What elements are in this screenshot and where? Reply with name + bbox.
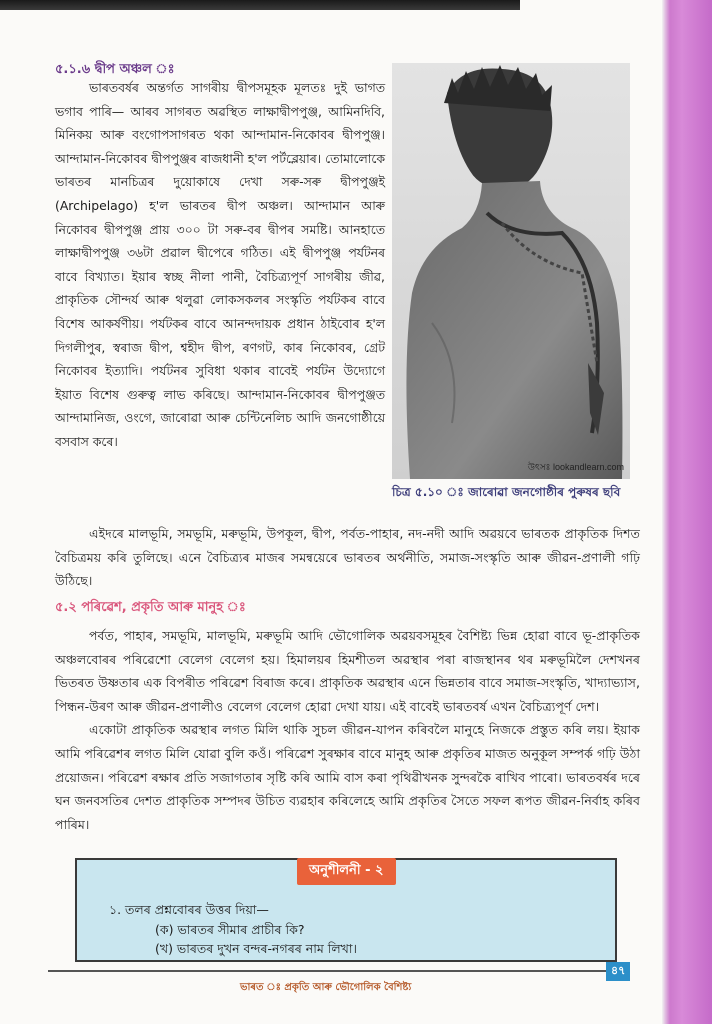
page-number: ৪৭ bbox=[606, 962, 630, 981]
section-heading-environment: ৫.২ পৰিৱেশ, প্ৰকৃতি আৰু মানুহ ঃ bbox=[55, 600, 246, 615]
footer-divider bbox=[48, 970, 608, 972]
paragraph: পৰ্বত, পাহাৰ, সমভূমি, মালভূমি, মৰুভূমি আদি ভৌগোলিক অৱয়বসমূহৰ বৈশিষ্ট্য ভিন্ন হোৱা বাবে ভূ-প্ৰাকৃতিক অঞ্চলবোৰৰ পৰিৱেশো বেলেগ বেলেগ হয়। হিমালয়ৰ হিমশীতল অৱস্থাৰ পৰা ৰাজস্থানৰ থৰ মৰুভূমিলৈ দেশখনৰ ভিতৰত উষ্ণতাৰ এক বিপৰীত পৰিৱেশ বিৰাজ কৰে। প্ৰাকৃতিক অৱস্থাৰ এনে ভিন্নতাৰ বাবে সমাজ-সংস্কৃতি, খাদ্যাভ্যাস, পিন্ধন-উৰণ আৰু জীৱন-প্ৰণালীও বেলেগ বেলেগ হোৱা দেখা যায়। এই বাবেই ভাৰতবৰ্ষ এখন বৈচিত্ৰ্যপূৰ্ণ দেশ। bbox=[55, 628, 640, 714]
exercise-title: অনুশীলনী - ২ bbox=[297, 858, 396, 885]
exercise-subquestion-b: (খ) ভাৰতৰ দুখন বন্দৰ-নগৰৰ নাম লিখা। bbox=[155, 941, 357, 956]
section-heading-island-region: ৫.১.৬ দ্বীপ অঞ্চল ঃ bbox=[55, 62, 175, 77]
exercise-question: ১. তলৰ প্ৰশ্নবোৰৰ উত্তৰ দিয়া— bbox=[109, 902, 269, 917]
exercise-subquestion-a: (ক) ভাৰতৰ সীমাৰ প্ৰাচীৰ কি? bbox=[155, 922, 305, 937]
figure-source: উৎসঃ lookandlearn.com bbox=[527, 462, 624, 472]
photo-illustration bbox=[392, 63, 630, 479]
figure-jarawa-man-photo bbox=[392, 63, 630, 479]
paragraph: এইদৰে মালভূমি, সমভূমি, মৰুভূমি, উপকূল, দ্বীপ, পৰ্বত-পাহাৰ, নদ-নদী আদি অৱয়বে ভাৰতক প্ৰাকৃতিক দিশত বৈচিত্ৰময় কৰি তুলিছে। এনে বৈচিত্ৰ্যৰ মাজৰ সমন্বয়েৰে ভাৰতৰ অৰ্থনীতি, সমাজ-সংস্কৃতি আৰু জীৱন-প্ৰণালী গঢ়ি উঠিছে। bbox=[55, 526, 640, 589]
footer-chapter-title: ভাৰত ঃ প্ৰকৃতি আৰু ভৌগোলিক বৈশিষ্ট্য bbox=[240, 982, 412, 993]
page-top-shadow bbox=[0, 0, 520, 10]
paragraph: ভাৰতবৰ্ষৰ অন্তৰ্গত সাগৰীয় দ্বীপসমূহক মূলতঃ দুই ভাগত ভগাব পাৰি— আৰব সাগৰত অৱস্থিত লাক্ষাদ্বীপপুঞ্জ, আমিনদিবি, মিনিকয় আৰু বংগোপসাগৰত থকা আন্দামান-নিকোবৰ দ্বীপপুঞ্জ। আন্দামান-নিকোবৰ দ্বীপপুঞ্জৰ ৰাজধানী হ'ল পৰ্টব্লেয়াৰ। তোমালোকে ভাৰতৰ মানচিত্ৰৰ দুয়োকাষে দেখা সৰু-সৰু দ্বীপপুঞ্জই (Archipelago) হ'ল ভাৰতৰ দ্বীপ অঞ্চল। আন্দামান আৰু নিকোবৰ দ্বীপপুঞ্জ প্ৰায় ৩০০ টা সৰু-বৰ দ্বীপৰ সমষ্টি। আনহাতে লাক্ষাদ্বীপপুঞ্জ ৩৬টা প্ৰৱাল দ্বীপেৰে গঠিত। এই দ্বীপপুঞ্জ পৰ্যটনৰ বাবে বিখ্যাত। ইয়াৰ স্বচ্ছ নীলা পানী, বৈচিত্ৰ্যপূৰ্ণ সাগৰীয় জীৱ, প্ৰাকৃতিক সৌন্দৰ্য আৰু থলুৱা লোকসকলৰ সংস্কৃতি পৰ্যটকৰ বাবে বিশেষ আকৰ্ষণীয়। পৰ্যটকৰ বাবে আনন্দদায়ক প্ৰধান ঠাইবোৰ হ'ল দিগলীপুৰ, স্বৰাজ দ্বীপ, শ্বহীদ দ্বীপ, ৰণগট, কাৰ নিকোবৰ, গ্ৰেট নিকোবৰ ইত্যাদি। পৰ্যটনৰ সুবিধা থকাৰ বাবেই পৰ্যটন উদ্যোগে ইয়াত বিশেষ গুৰুত্ব লাভ কৰিছে। আন্দামান-নিকোবৰ দ্বীপপুঞ্জত আন্দামানিজ, ওংগে, জাৰোৱা আৰু চেন্টিনেলিচ আদি জনগোষ্ঠীয়ে বসবাস কৰে। bbox=[55, 80, 385, 449]
environment-paragraph-block bbox=[55, 624, 640, 836]
summary-paragraph-block bbox=[55, 522, 640, 593]
section-text-left-column bbox=[55, 76, 385, 454]
figure-caption: চিত্ৰ ৫.১০ ঃ জাৰোৱা জনগোষ্ঠীৰ পুৰুষৰ ছবি bbox=[392, 485, 621, 499]
book-edge-strip bbox=[662, 0, 712, 1024]
paragraph: একোটা প্ৰাকৃতিক অৱস্থাৰ লগত মিলি থাকি সুচল জীৱন-যাপন কৰিবলৈ মানুহে নিজকে প্ৰস্তুত কৰি লয়। ইয়াক আমি পৰিৱেশৰ লগত মিলি যোৱা বুলি কওঁ। পৰিৱেশ সুৰক্ষাৰ বাবে মানুহ আৰু প্ৰকৃতিৰ মাজত অনুকূল সম্পৰ্ক গঢ়ি উঠা প্ৰয়োজন। পৰিৱেশ ৰক্ষাৰ প্ৰতি সজাগতাৰ সৃষ্টি কৰি আমি বাস কৰা পৃথিৱীখনক সুন্দৰকৈ ৰাখিব পাৰো। ভাৰতবৰ্ষৰ দৰে ঘন জনবসতিৰ দেশত প্ৰাকৃতিক সম্পদৰ উচিত ব্যৱহাৰ কৰিলেহে আমি প্ৰকৃতিৰ সৈতে সফল ৰূপত জীৱন-নিৰ্বাহ কৰিব পাৰিম। bbox=[55, 722, 640, 832]
exercise-box bbox=[75, 858, 617, 962]
